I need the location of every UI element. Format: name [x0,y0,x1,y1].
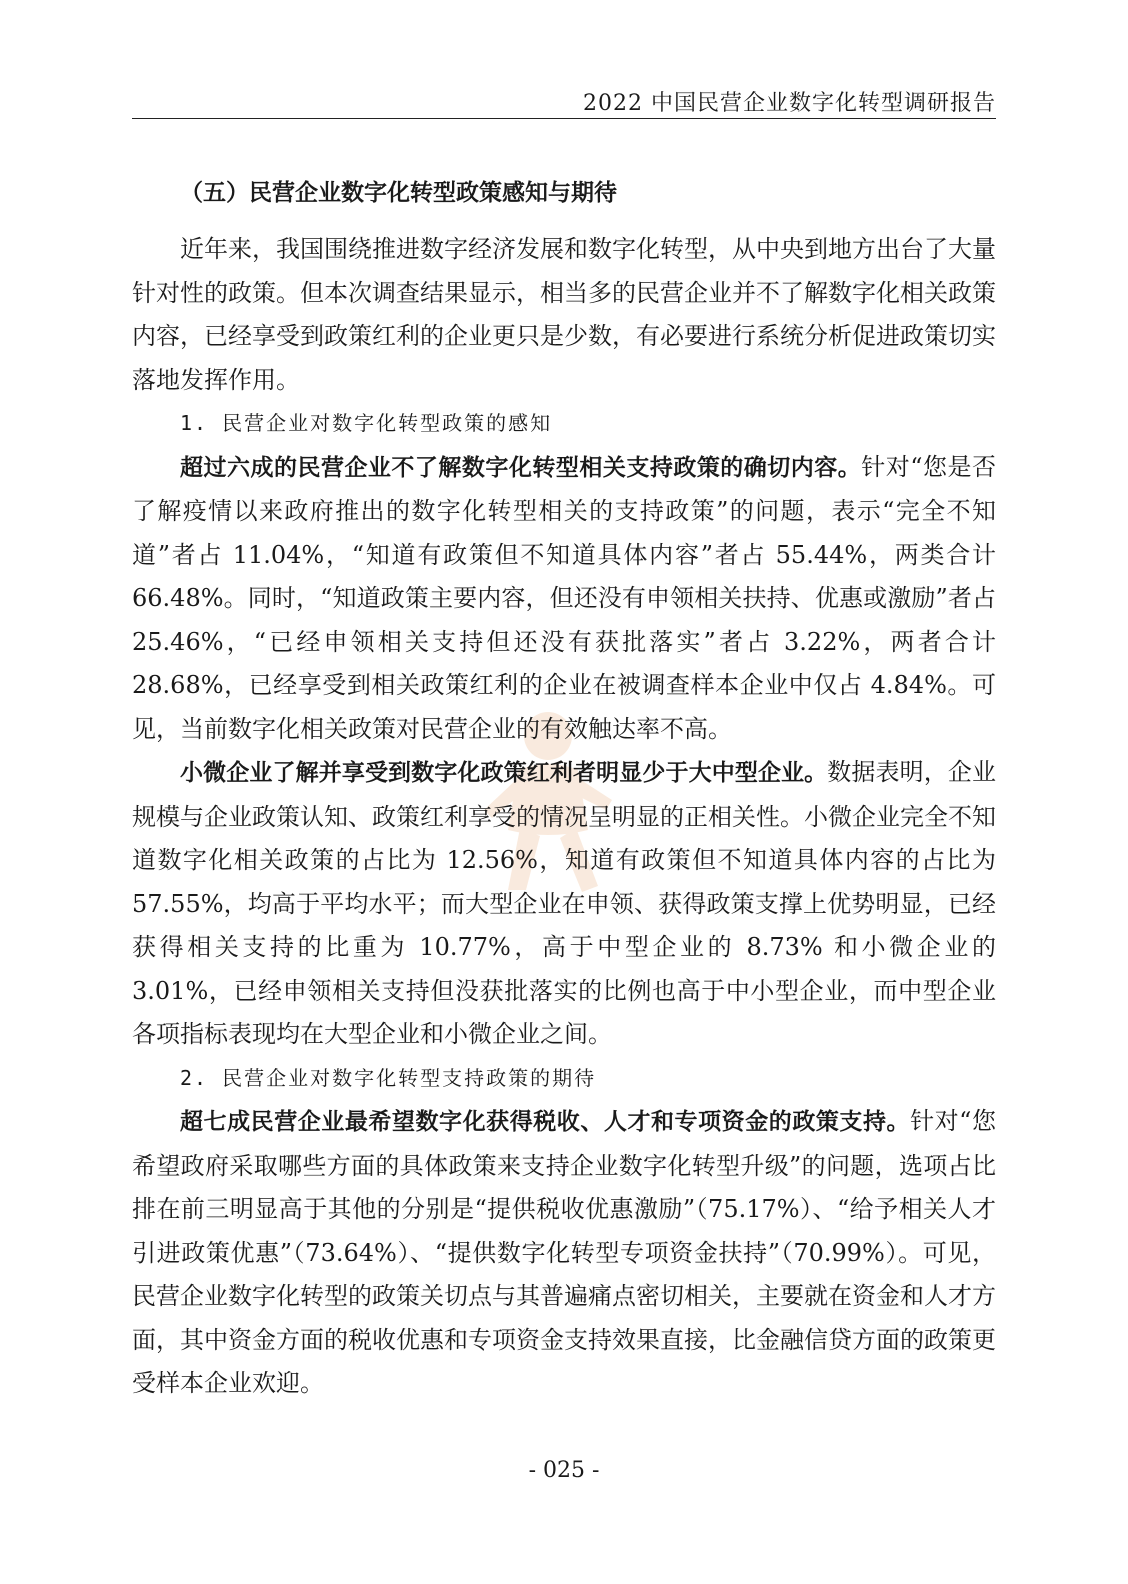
page-content [132,170,996,1406]
page-number: - 025 - [528,1458,600,1483]
paragraph-body: 针对“您希望政府采取哪些方面的具体政策来支持企业数字化转型升级”的问题，选项占比排在前三明显高于其他的分别是“提供税收优惠激励”（75.17%）、“给予相关人才引进政策优惠”（73.64%）、“提供数字化转型专项资金扶持”（70.99%）。可见，民营企业数字化转型的政策关切点与其普遍痛点密切相关，主要就在资金和人才方面，其中资金方面的税收优惠和专项资金支持效果直接，比金融信贷方面的政策更受样本企业欢迎。 [132,1107,996,1397]
page-header [132,84,996,119]
subsection-1-heading: 1. 民营企业对数字化转型政策的感知 [180,411,553,435]
paragraph-lead: 小微企业了解并享受到数字化政策红利者明显少于大中型企业。 [180,760,828,786]
section-title: （五）民营企业数字化转型政策感知与期待 [180,180,617,206]
subsection-2-heading: 2. 民营企业对数字化转型支持政策的期待 [180,1065,597,1090]
report-title: 2022 中国民营企业数字化转型调研报告 [583,91,996,116]
paragraph-body: 数据表明，企业规模与企业政策认知、政策红利享受的情况呈明显的正相关性。小微企业完全不知道数字化相关政策的占比为 12.56%，知道有政策但不知道具体内容的占比为 57.55%，均高于平均水平；而大型企业在申领、获得政策支撑上优势明显，已经获得相关支持的比重为 10.77%，高于中型企业的 8.73% 和小微企业的 3.01%，已经申领相关支持但没获批落实的比例也高于中小型企业，而中型企业各项指标表现均在大型企业和小微企业之间。 [132,758,997,1048]
paragraph-body: 针对“您是否了解疫情以来政府推出的数字化转型相关的支持政策”的问题，表示“完全不知道”者占 11.04%，“知道有政策但不知道具体内容”者占 55.44%，两类合计 66.48%。同时，“知道政策主要内容，但还没有申领相关扶持、优惠或激励”者占 25.46%，“已经申领相关支持但还没有获批落实”者占 3.22%，两者合计 28.68%，已经享受到相关政策红利的企业在被调查样本企业中仅占 4.84%。可见，当前数字化相关政策对民营企业的有效触达率不高。 [132,452,996,743]
subsection-2-paragraph-1 [132,1100,996,1406]
paragraph-lead: 超过六成的民营企业不了解数字化转型相关支持政策的确切内容。 [180,454,862,481]
subsection-1-paragraph-1 [132,446,996,752]
paragraph-lead: 超七成民营企业最希望数字化获得税收、人才和专项资金的政策支持。 [180,1109,911,1135]
subsection-1-paragraph-2 [132,751,996,1057]
intro-paragraph: 近年来，我国围绕推进数字经济发展和数字化转型，从中央到地方出台了大量针对性的政策。但本次调查结果显示，相当多的民营企业并不了解数字化相关政策内容，已经享受到政策红利的企业更只是少数，有必要进行系统分析促进政策切实落地发挥作用。 [132,235,996,394]
